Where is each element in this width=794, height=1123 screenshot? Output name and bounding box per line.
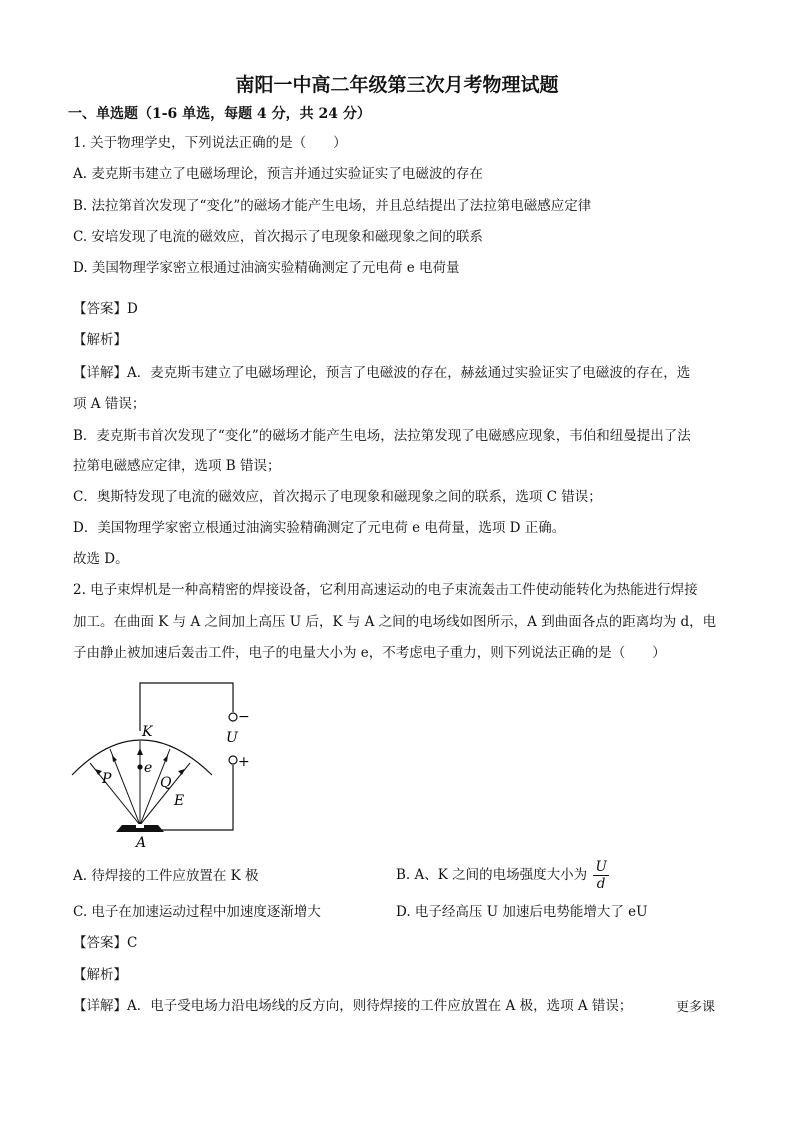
q1-detail-line: B．麦克斯韦首次发现了“变化”的磁场才能产生电场，法拉第发现了电磁感应现象，韦伯和纽曼提出了法: [73, 428, 691, 444]
q1-analysis-label: 【解析】: [73, 332, 127, 348]
field-strength-fraction: [593, 859, 608, 892]
q2-option-b-text: B. A、K 之间的电场强度大小为: [396, 867, 588, 883]
q1-detail-line: D．美国物理学家密立根通过油滴实验精确测定了元电荷 e 电荷量，选项 D 正确。: [73, 520, 566, 536]
fraction-denominator: d: [596, 876, 606, 892]
q2-stem-line: 2. 电子束焊机是一种高精密的焊接设备，它利用高速运动的电子束流轰击工件使动能转化为热能进行焊接: [73, 582, 698, 598]
q1-conclusion: 故选 D。: [73, 551, 129, 567]
point-p-label: P: [102, 771, 112, 787]
q1-detail-line: 拉第电磁感应定律，选项 B 错误；: [73, 458, 281, 474]
electrode-a-label: A: [136, 835, 147, 850]
terminal-plus-label: +: [238, 754, 250, 770]
point-q-label: Q: [160, 775, 172, 791]
q1-stem: 1. 关于物理学史，下列说法正确的是（ ）: [73, 135, 347, 151]
field-e-label: E: [174, 793, 185, 809]
q1-option-c: C. 安培发现了电流的磁效应，首次揭示了电现象和磁现象之间的联系: [73, 229, 483, 245]
page-title: 南阳一中高二年级第三次月考物理试题: [235, 74, 559, 96]
terminal-minus-label: −: [238, 709, 250, 725]
q2-stem-line: 子由静止被加速后轰击工件，电子的电量大小为 e，不考虑电子重力，则下列说法正确的是（ ）: [73, 645, 666, 661]
q2-option-c: C. 电子在加速运动过程中加速度逐渐增大: [73, 904, 321, 920]
q1-option-d: D. 美国物理学家密立根通过油滴实验精确测定了元电荷 e 电荷量: [73, 260, 460, 276]
q2-analysis-label: 【解析】: [73, 967, 127, 983]
q2-answer: 【答案】C: [73, 935, 138, 951]
q1-option-b: B. 法拉第首次发现了“变化”的磁场才能产生电场，并且总结提出了法拉第电磁感应定律: [73, 198, 592, 214]
q2-option-d: D. 电子经高压 U 加速后电势能增大了 eU: [396, 904, 648, 920]
electron-label: e: [144, 760, 153, 776]
q1-detail-line: C．奥斯特发现了电流的磁效应，首次揭示了电现象和磁现象之间的联系，选项 C 错误；: [73, 489, 602, 505]
q1-option-a: A. 麦克斯韦建立了电磁场理论，预言并通过实验证实了电磁波的存在: [73, 166, 483, 182]
voltage-label: U: [226, 730, 238, 746]
q1-answer: 【答案】D: [73, 301, 138, 317]
q2-stem-line: 加工。在曲面 K 与 A 之间加上高压 U 后，K 与 A 之间的电场线如图所示，A 到曲面各点的距离均为 d，电: [73, 614, 717, 630]
q2-option-a: A. 待焊接的工件应放置在 K 极: [73, 868, 259, 884]
q1-detail-line: 【详解】A．麦克斯韦建立了电磁场理论，预言了电磁波的存在，赫兹通过实验证实了电磁波的存在，选: [73, 365, 691, 381]
more-courses-link[interactable]: 更多课: [676, 1000, 716, 1015]
q1-detail-line: 项 A 错误；: [73, 396, 146, 412]
section-heading: 一、单选题（1-6 单选，每题 4 分，共 24 分）: [68, 106, 371, 122]
q2-option-b: [396, 857, 609, 893]
electron-beam-welder-diagram: [60, 675, 260, 850]
q2-detail-line: 【详解】A．电子受电场力沿电场线的反方向，则待焊接的工件应放置在 A 极，选项 A 错误；: [73, 998, 633, 1014]
electrode-k-label: K: [142, 724, 153, 740]
fraction-numerator: U: [595, 859, 607, 875]
